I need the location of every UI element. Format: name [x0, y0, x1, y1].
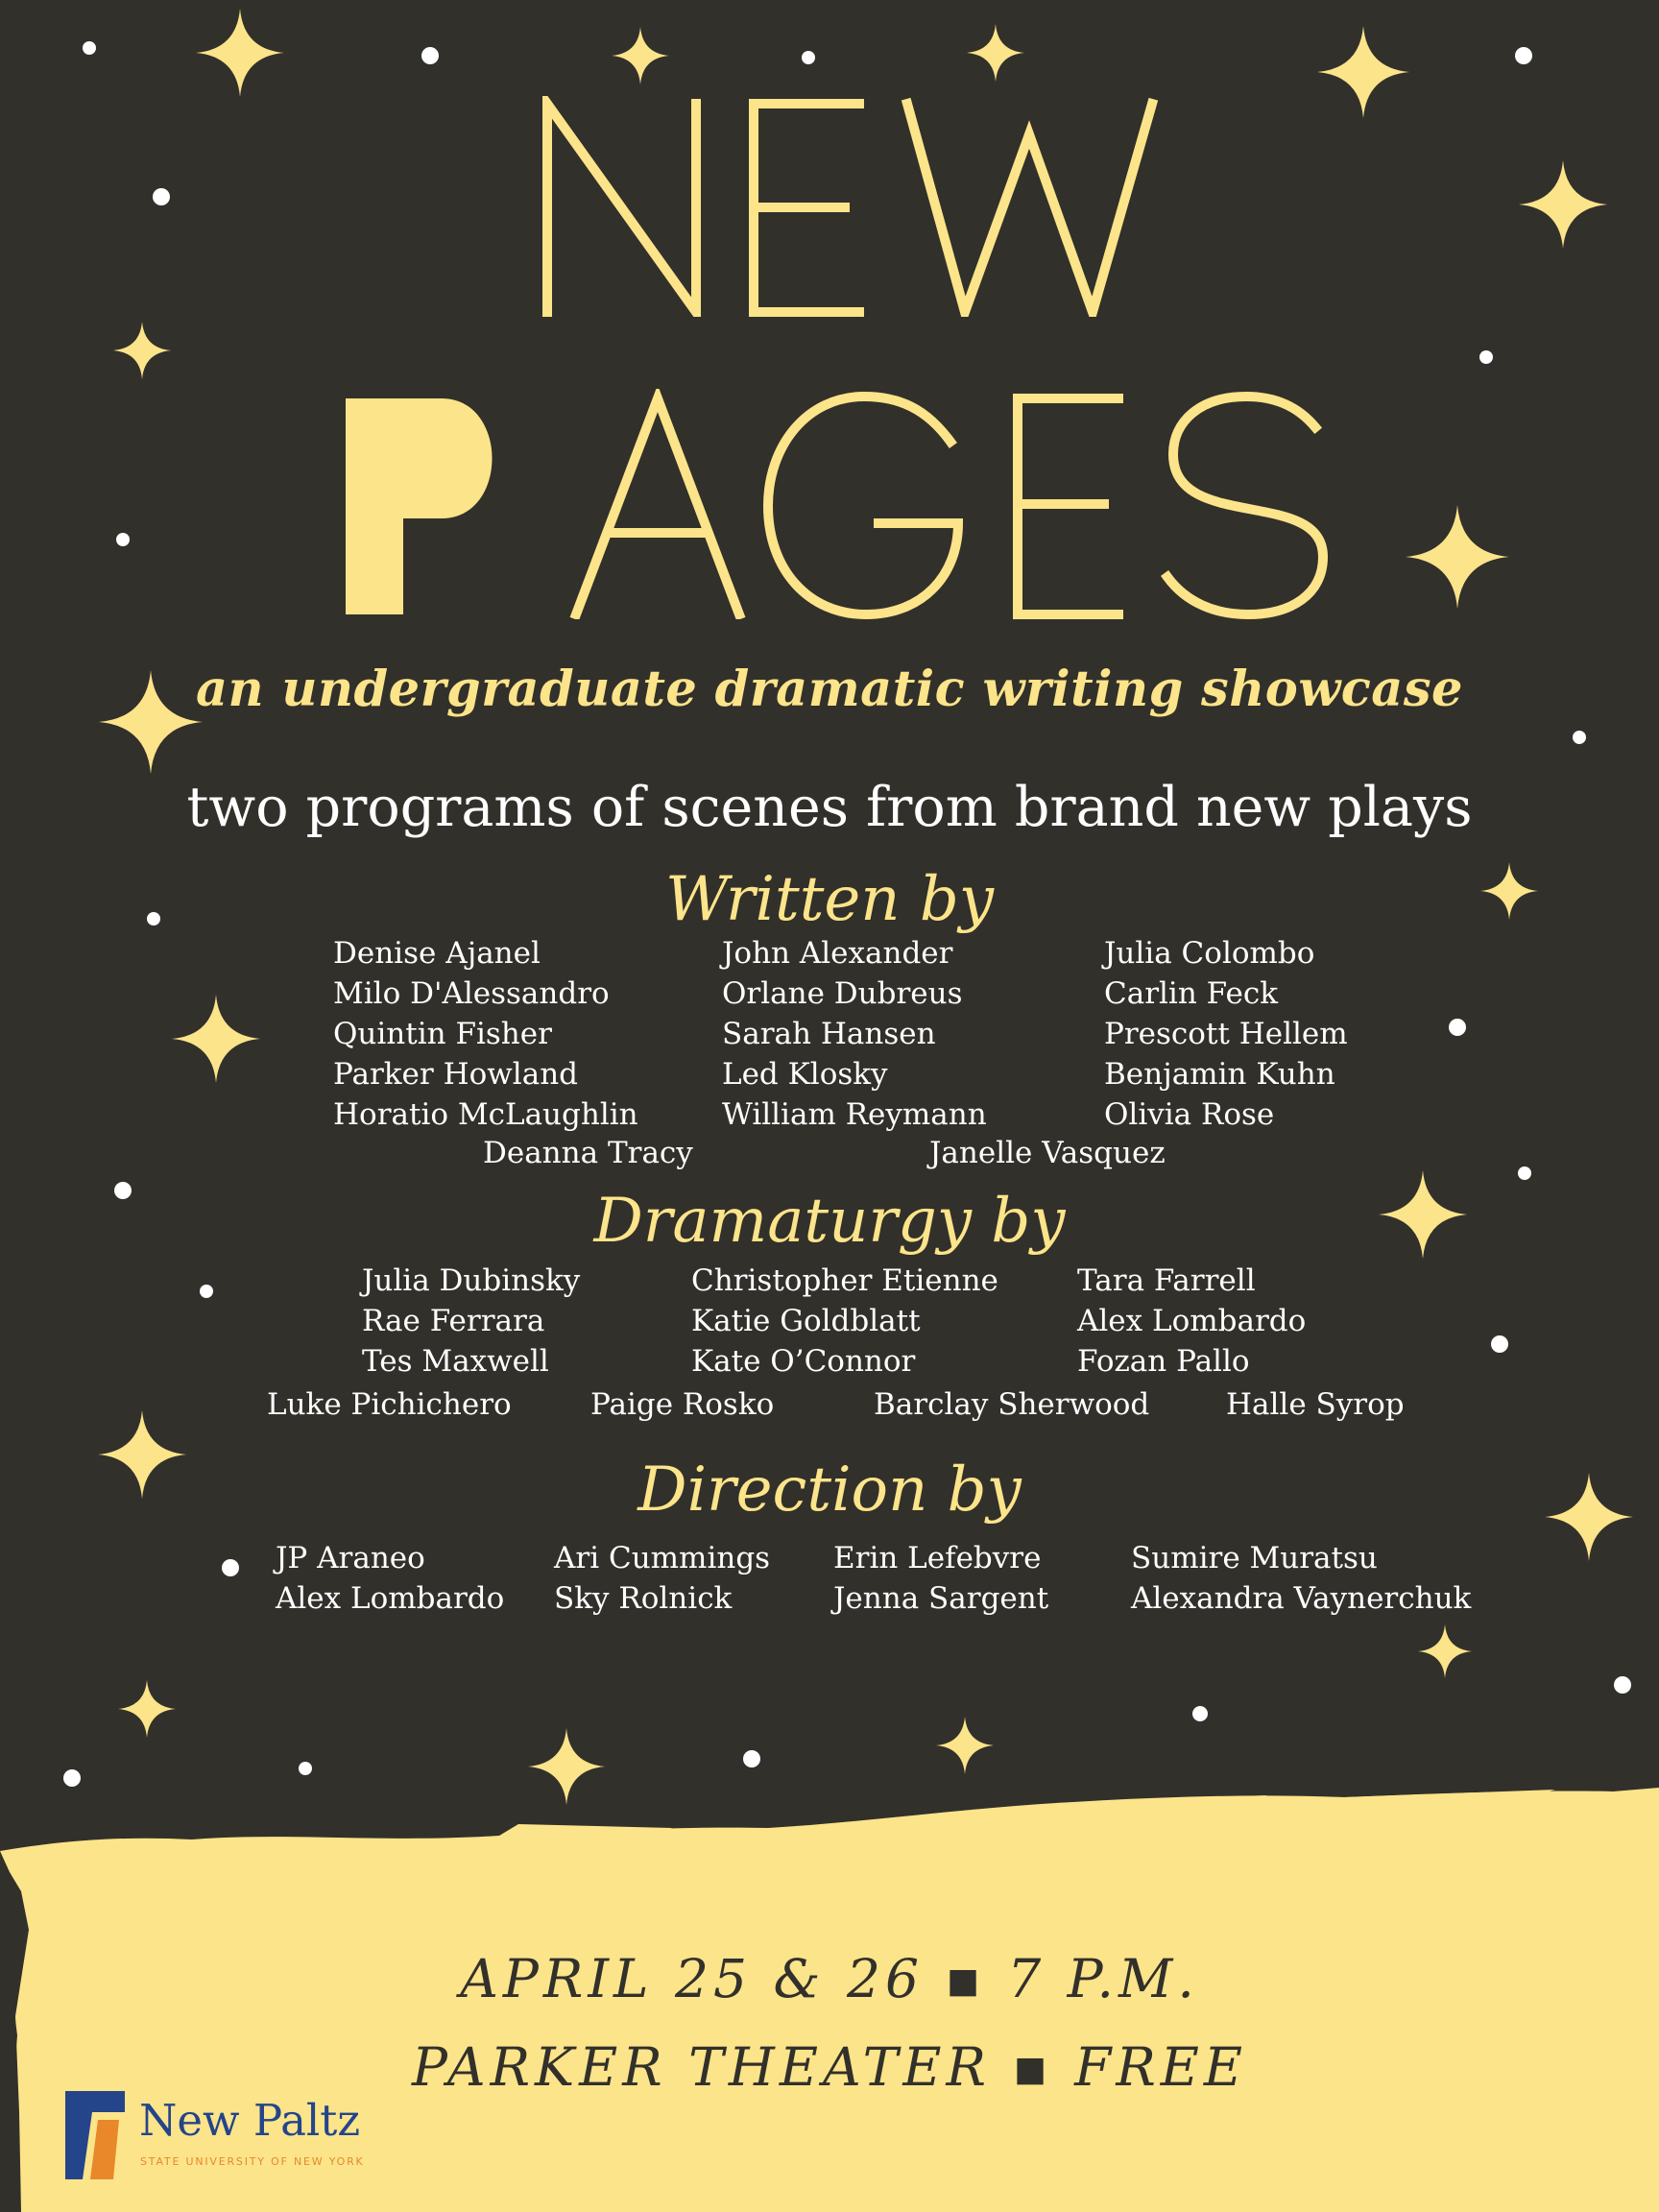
sparkle-star-icon [1519, 160, 1607, 249]
sparkle-star-icon [1317, 26, 1409, 118]
director-name: Sumire Muratsu [1131, 1541, 1378, 1575]
writer-name: Julia Colombo [1104, 936, 1315, 971]
dramaturg-name: Kate O’Connor [691, 1344, 916, 1379]
sparkle-star-icon [967, 24, 1024, 82]
sparkle-star-icon [612, 27, 669, 84]
writer-name: Denise Ajanel [333, 936, 541, 971]
writer-name: Carlin Feck [1104, 976, 1278, 1011]
date-time-line: APRIL 25 & 26 ▪ 7 P.M. [460, 1948, 1199, 2009]
writer-name: Milo D'Alessandro [333, 976, 610, 1011]
dramaturg-name: Luke Pichichero [267, 1387, 512, 1422]
director-name: Alex Lombardo [276, 1581, 505, 1616]
sparkle-star-icon [113, 322, 171, 379]
dramaturg-name: Katie Goldblatt [691, 1304, 921, 1338]
dramaturg-name: Rae Ferrara [362, 1304, 545, 1338]
writer-name: Orlane Dubreus [722, 976, 963, 1011]
writer-name: Deanna Tracy [483, 1136, 693, 1170]
director-name: Sky Rolnick [554, 1581, 733, 1616]
director-name: JP Araneo [276, 1541, 425, 1575]
writer-name: John Alexander [722, 936, 953, 971]
sparkle-star-icon [118, 1680, 176, 1738]
director-name: Ari Cummings [554, 1541, 771, 1575]
writer-name: Janelle Vasquez [929, 1136, 1166, 1170]
writer-name: Sarah Hansen [722, 1017, 936, 1051]
writer-name: Parker Howland [333, 1057, 579, 1092]
logo-name: New Paltz [139, 2095, 361, 2146]
writer-name: Led Klosky [722, 1057, 888, 1092]
dramaturg-name: Halle Syrop [1226, 1387, 1405, 1422]
dramaturg-name: Alex Lombardo [1077, 1304, 1307, 1338]
dramaturg-name: Tes Maxwell [362, 1344, 549, 1379]
dramaturg-name: Julia Dubinsky [362, 1263, 581, 1298]
writer-name: Quintin Fisher [333, 1017, 552, 1051]
dramaturg-name: Barclay Sherwood [874, 1387, 1150, 1422]
sparkle-star-icon [1418, 1624, 1472, 1678]
direction-by-heading: Direction by [637, 1455, 1022, 1526]
venue-price-line: PARKER THEATER ▪ FREE [411, 2036, 1248, 2098]
writer-name: Horatio McLaughlin [333, 1097, 638, 1132]
director-name: Erin Lefebvre [833, 1541, 1042, 1575]
logo-subtitle: STATE UNIVERSITY OF NEW YORK [140, 2155, 365, 2168]
title-new-lettering [538, 96, 1162, 317]
subtitle: an undergraduate dramatic writing showcase [195, 661, 1463, 718]
dramaturg-name: Tara Farrell [1077, 1263, 1256, 1298]
sparkle-star-icon [172, 995, 260, 1083]
writer-name: Olivia Rose [1104, 1097, 1275, 1132]
sparkle-star-icon [1406, 505, 1509, 609]
dramaturgy-by-heading: Dramaturgy by [593, 1186, 1066, 1257]
dramaturg-name: Christopher Etienne [691, 1263, 998, 1298]
written-by-heading: Written by [665, 864, 994, 935]
sparkle-star-icon [936, 1717, 994, 1774]
writer-name: William Reymann [722, 1097, 987, 1132]
director-name: Alexandra Vaynerchuk [1131, 1581, 1472, 1616]
sparkle-star-icon [528, 1728, 605, 1805]
director-name: Jenna Sargent [833, 1581, 1049, 1616]
dramaturg-name: Fozan Pallo [1077, 1344, 1250, 1379]
writer-name: Prescott Hellem [1104, 1017, 1348, 1051]
title-pages-lettering [336, 389, 1354, 619]
writer-name: Benjamin Kuhn [1104, 1057, 1335, 1092]
event-details [0, 1935, 1659, 2111]
dramaturg-name: Paige Rosko [590, 1387, 775, 1422]
sparkle-star-icon [196, 9, 284, 97]
tagline: two programs of scenes from brand new plays [186, 776, 1473, 839]
